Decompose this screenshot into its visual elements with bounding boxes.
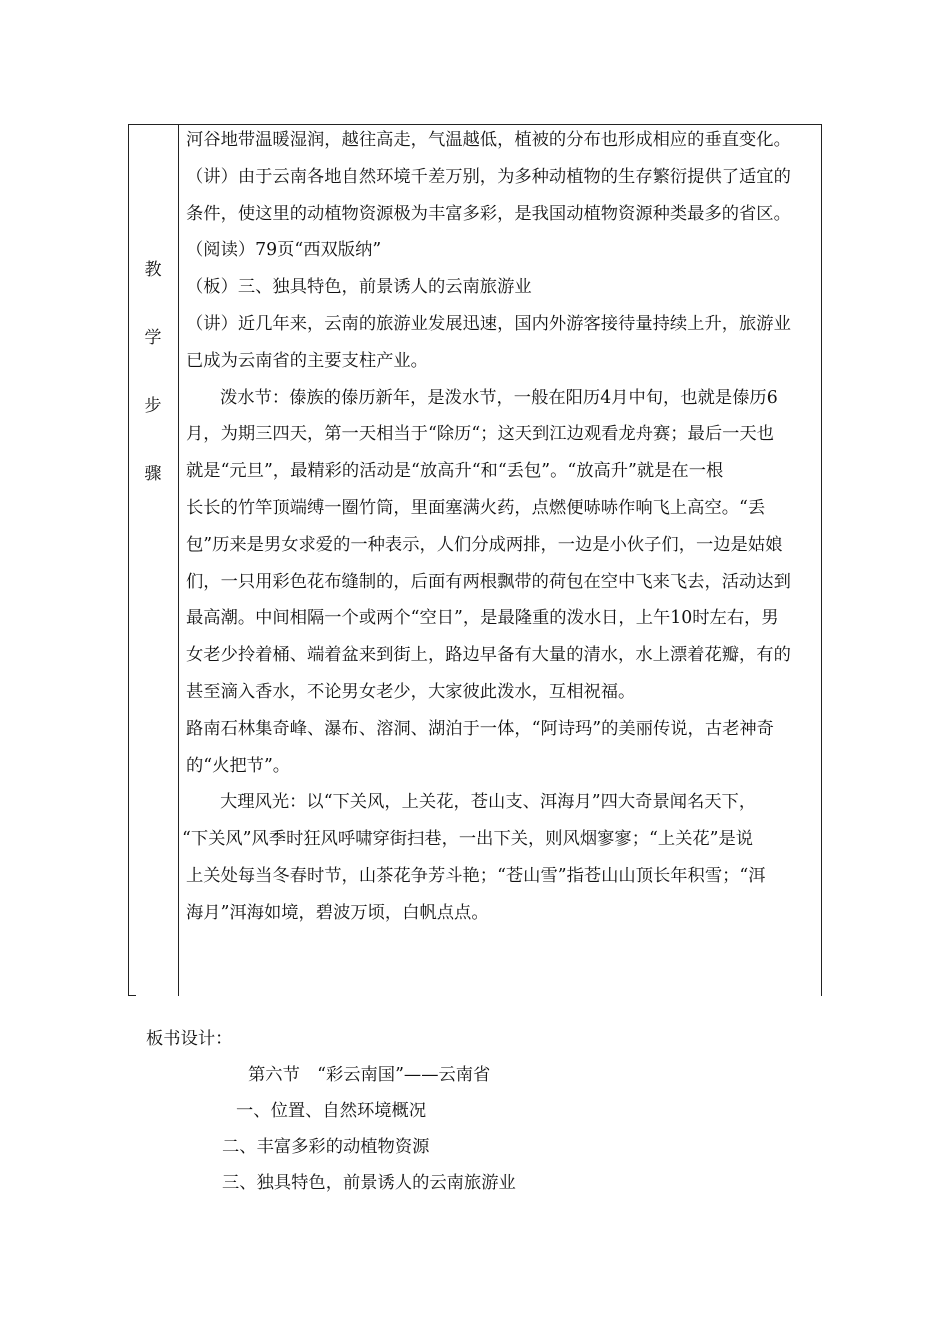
- content-line: 的“火把节”。: [186, 755, 291, 776]
- content-line: 最高潮。中间相隔一个或两个“空日”，是最隆重的泼水日，上午10时左右，男: [186, 608, 779, 629]
- content-line: 大理风光：以“下关风，上关花，苍山支、洱海月”四大奇景闻名天下，: [220, 792, 757, 813]
- label-char: 步: [144, 396, 162, 416]
- content-line: 长长的竹竿顶端缚一圈竹筒，里面塞满火药，点燃便哧哧作响飞上高空。“丢: [186, 497, 766, 518]
- table-column-divider: [178, 124, 179, 996]
- content-line: （阅读）79页“西双版纳”: [186, 240, 382, 261]
- label-char: 教: [144, 260, 162, 280]
- content-line: （讲）近几年来，云南的旅游业发展迅速，国内外游客接待量持续上升，旅游业: [186, 313, 791, 334]
- board-heading: 板书设计：: [146, 1029, 233, 1049]
- board-item-1: 一、位置、自然环境概况: [236, 1101, 427, 1121]
- label-char: 骤: [144, 464, 162, 484]
- table-bottom-tick: [128, 995, 136, 996]
- content-line: 条件，使这里的动植物资源极为丰富多彩，是我国动植物资源种类最多的省区。: [186, 203, 791, 224]
- content-line: 女老少拎着桶、端着盆来到街上，路边早备有大量的清水，水上漂着花瓣，有的: [186, 645, 791, 666]
- content-line: 路南石林集奇峰、瀑布、溶洞、湖泊于一体，“阿诗玛”的美丽传说，古老神奇: [186, 718, 774, 739]
- label-char: 学: [144, 328, 162, 348]
- board-title: 第六节 “彩云南国”——云南省: [248, 1065, 491, 1085]
- teaching-steps-label: [128, 260, 178, 532]
- content-line: 月，为期三四天，第一天相当于“除历“；这天到江边观看龙舟赛；最后一天也: [186, 424, 774, 445]
- content-line: 泼水节：傣族的傣历新年，是泼水节，一般在阳历4月中旬，也就是傣历6: [220, 387, 778, 408]
- content-line: 甚至滴入香水，不论男女老少，大家彼此泼水，互相祝福。: [186, 681, 636, 702]
- table-right-border: [821, 124, 822, 996]
- board-item-3: 三、独具特色，前景诱人的云南旅游业: [222, 1173, 516, 1193]
- content-line: 上关处每当冬春时节，山茶花争芳斗艳；“苍山雪”指苍山山顶长年积雪；“洱: [186, 865, 766, 886]
- table-left-border: [128, 124, 129, 996]
- lesson-content: [182, 122, 812, 932]
- content-line: （讲）由于云南各地自然环境千差万别，为多种动植物的生存繁衍提供了适宜的: [186, 166, 791, 187]
- content-line: 已成为云南省的主要支柱产业。: [186, 350, 428, 371]
- board-item-2: 二、丰富多彩的动植物资源: [222, 1137, 430, 1157]
- content-line: 们，一只用彩色花布缝制的，后面有两根飘带的荷包在空中飞来飞去，活动达到: [186, 571, 791, 592]
- content-line: 河谷地带温暖湿润，越往高走，气温越低，植被的分布也形成相应的垂直变化。: [186, 130, 791, 150]
- content-line: 就是“元旦”，最精彩的活动是“放高升“和“丢包”。“放高升”就是在一根: [186, 461, 724, 482]
- content-line: “下关风”风季时狂风呼啸穿街扫巷，一出下关，则风烟寥寥；“上关花”是说: [182, 829, 754, 850]
- content-line: 包”历来是男女求爱的一种表示，人们分成两排，一边是小伙子们，一边是姑娘: [186, 534, 783, 555]
- content-line: 海月”洱海如境，碧波万顷，白帆点点。: [186, 902, 489, 923]
- content-line: （板）三、独具特色，前景诱人的云南旅游业: [186, 277, 532, 298]
